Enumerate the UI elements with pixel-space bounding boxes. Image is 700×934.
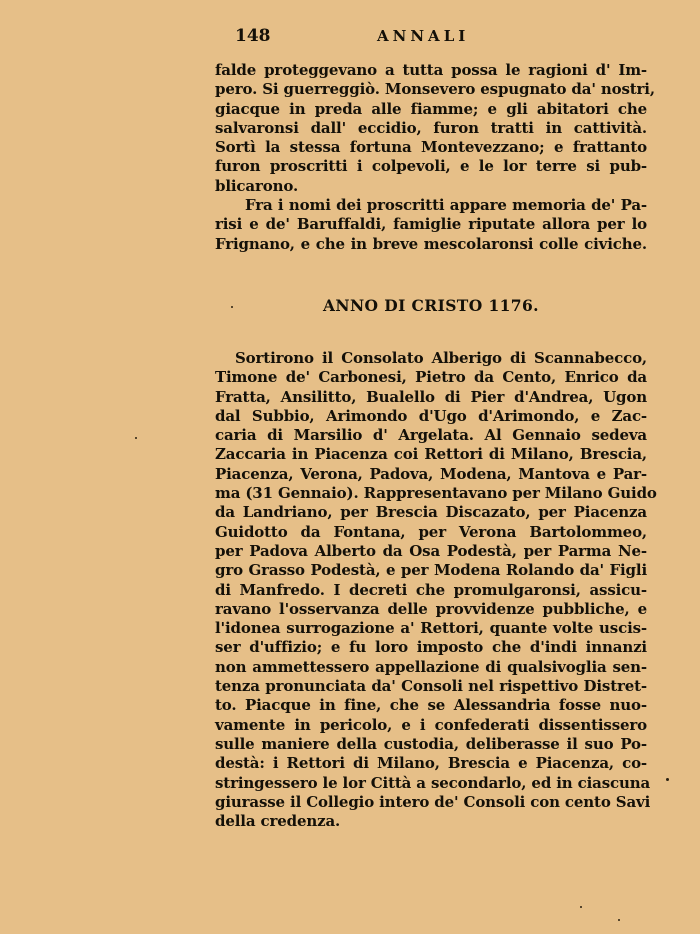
text-line: falde proteggevano a tutta possa le ragioni d' Im- — [215, 61, 647, 79]
text-line: to. Piacque in fine, che se Alessandria fosse nuo- — [215, 696, 647, 715]
running-title: ANNALI — [377, 27, 470, 45]
text-line: Frignano, e che in breve mescolaronsi colle civiche. — [215, 234, 647, 253]
ink-speck — [666, 778, 669, 781]
text-line: Sortirono il Consolato Alberigo di Scannabecco, — [235, 349, 647, 367]
text-line: risi e de' Baruffaldi, famiglie riputate allora per lo — [215, 215, 647, 234]
running-head — [215, 26, 647, 48]
text-line: dal Subbio, Arimondo d'Ugo d'Arimondo, e Zac- — [215, 406, 647, 425]
text-line: pero. Si guerreggiò. Monsevero espugnato da' nostri, — [215, 80, 655, 99]
text-line: l'idonea surrogazione a' Rettori, quante volte uscis- — [215, 619, 647, 638]
text-line: gro Grasso Podestà, e per Modena Rolando da' Figli — [215, 561, 647, 580]
ink-speck — [135, 437, 137, 439]
text-line: non ammettessero appellazione di qualsivoglia sen- — [215, 657, 647, 676]
text-line: tenza pronunciata da' Consoli nel rispettivo Distret- — [215, 677, 647, 696]
paragraph-main — [215, 349, 657, 831]
text-line: giacque in preda alle fiamme; e gli abitatori che — [215, 99, 647, 118]
text-line: destà: i Rettori di Milano, Brescia e Piacenza, co- — [215, 754, 647, 773]
ink-speck — [580, 906, 582, 908]
text-line: da Landriano, per Brescia Discazato, per Piacenza — [215, 503, 647, 522]
ink-speck — [231, 306, 233, 308]
text-line: stringessero le lor Città a secondarlo, ed in ciascuna — [215, 773, 651, 792]
ink-speck — [618, 919, 620, 921]
text-line: ma (31 Gennaio). Rappresentavano per Milano Guido — [215, 484, 657, 503]
text-line: salvaronsi dall' eccidio, furon tratti in cattività. — [215, 118, 647, 137]
text-line: sulle maniere della custodia, deliberasse il suo Po- — [215, 734, 647, 753]
text-line: Guidotto da Fontana, per Verona Bartolommeo, — [215, 522, 647, 541]
text-line: Fra i nomi dei proscritti appare memoria de' Pa- — [245, 196, 647, 215]
text-line: giurasse il Collegio intero de' Consoli con cento Savi — [215, 792, 651, 811]
text-line: per Padova Alberto da Osa Podestà, per Parma Ne- — [215, 541, 647, 560]
section-heading: ANNO DI CRISTO 1176. — [323, 296, 539, 315]
text-line: blicarono. — [215, 176, 299, 195]
text-line: ravano l'osservanza delle provvidenze pubbliche, e — [215, 599, 647, 618]
text-line: ser d'uffizio; e fu loro imposto che d'indi innanzi — [215, 638, 647, 657]
text-line: furon proscritti i colpevoli, e le lor terre si pub- — [215, 157, 647, 176]
paragraph-top — [215, 61, 655, 254]
text-line: della credenza. — [215, 812, 341, 831]
text-line: vamente in pericolo, e i confederati dissentissero — [215, 715, 647, 734]
text-line: Piacenza, Verona, Padova, Modena, Mantova e Par- — [215, 464, 647, 483]
text-line: Zaccaria in Piacenza coi Rettori di Milano, Brescia, — [215, 445, 647, 464]
text-line: Fratta, Ansilitto, Bualello di Pier d'Andrea, Ugon — [215, 387, 647, 406]
text-line: di Manfredo. I decreti che promulgaronsi, assicu- — [215, 580, 647, 599]
text-line: Sortì la stessa fortuna Montevezzano; e frattanto — [215, 138, 647, 157]
text-line: Timone de' Carbonesi, Pietro da Cento, Enrico da — [215, 368, 647, 387]
page-number: 148 — [235, 26, 271, 46]
text-line: caria di Marsilio d' Argelata. Al Gennaio sedeva — [215, 426, 647, 445]
